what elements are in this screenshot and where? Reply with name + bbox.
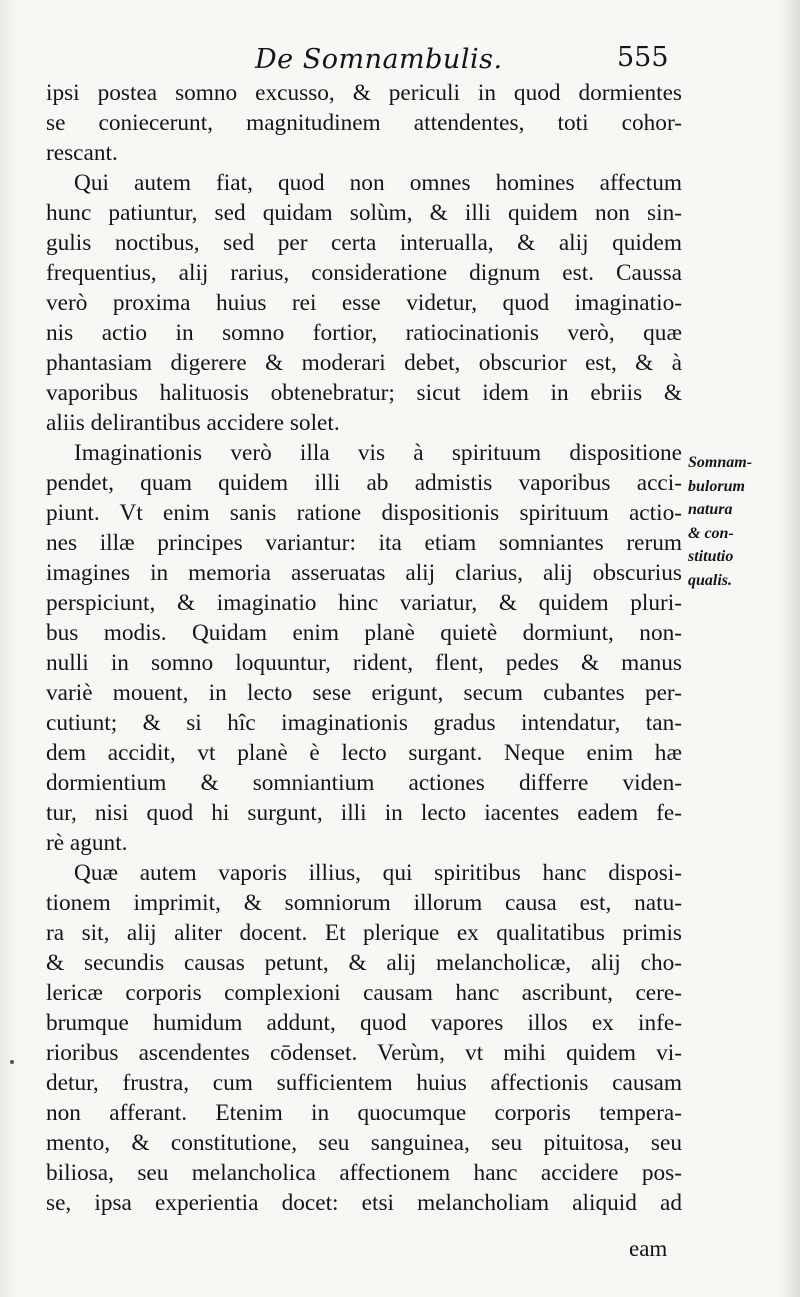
text-line: vaporibus halituosis obtenebratur; sicut idem in ebriis &: [46, 380, 682, 406]
text-line: dormientium & somniantium actiones differre viden-: [46, 770, 682, 796]
text-line: brumque humidum addunt, quod vapores illos ex infe-: [46, 1010, 682, 1036]
page-number: 555: [617, 42, 669, 73]
marginal-note-line: stitutio: [688, 548, 734, 565]
body-text: [46, 78, 682, 1218]
running-head-title: De Somnambulis.: [255, 44, 503, 75]
ink-speck: [10, 1060, 14, 1064]
text-line: imagines in memoria asseruatas alij clarius, alij obscurius: [46, 560, 682, 586]
text-line: pendet, quam quidem illi ab admistis vaporibus acci-: [46, 470, 682, 496]
marginal-note-line: & con-: [688, 524, 734, 542]
text-line: biliosa, seu melancholica affectionem hanc accidere pos-: [46, 1160, 682, 1186]
text-line: ipsi postea somno excusso, & periculi in quod dormientes: [46, 80, 682, 106]
paragraph-start-line: Qui autem fiat, quod non omnes homines affectum: [74, 170, 682, 196]
text-line: rè agunt.: [46, 830, 128, 856]
text-line: frequentius, alij rarius, consideratione dignum est. Caussa: [46, 260, 682, 286]
marginal-note-line: qualis.: [688, 571, 733, 589]
text-line: cutiunt; & si hîc imaginationis gradus intendatur, tan-: [46, 710, 682, 736]
text-line: mento, & constitutione, seu sanguinea, seu pituitosa, seu: [46, 1130, 682, 1156]
text-line: tur, nisi quod hi surgunt, illi in lecto iacentes eadem fe-: [46, 800, 682, 826]
text-line: gulis noctibus, sed per certa interualla, & alij quidem: [46, 230, 682, 256]
text-line: tionem imprimit, & somniorum illorum causa est, natu-: [46, 890, 682, 916]
running-head: [0, 40, 800, 80]
paragraph-start-line: Quæ autem vaporis illius, qui spiritibus hanc disposi-: [74, 860, 682, 886]
text-line: rioribus ascendentes cōdenset. Verùm, vt mihi quidem vi-: [46, 1040, 682, 1066]
text-line: rescant.: [46, 140, 118, 166]
text-line: dem accidit, vt planè è lecto surgant. Neque enim hæ: [46, 740, 682, 766]
text-line: aliis delirantibus accidere solet.: [46, 410, 340, 436]
text-line: hunc patiuntur, sed quidam solùm, & illi quidem non sin-: [46, 200, 682, 226]
text-line: & secundis causas petunt, & alij melancholicæ, alij cho-: [46, 950, 682, 976]
marginal-note-line: bulorum: [688, 477, 745, 495]
text-line: nes illæ principes variantur: ita etiam somniantes rerum: [46, 530, 682, 556]
marginal-note: [688, 451, 792, 592]
text-line: ra sit, alij aliter docent. Et plerique ex qualitatibus primis: [46, 920, 682, 946]
text-line: lericæ corporis complexioni causam hanc ascribunt, cere-: [46, 980, 682, 1006]
text-line: piunt. Vt enim sanis ratione dispositionis spirituum actio-: [46, 500, 682, 526]
text-line: verò proxima huius rei esse videtur, quod imaginatio-: [46, 290, 682, 316]
text-line: nulli in somno loquuntur, rident, flent, pedes & manus: [46, 650, 682, 676]
text-line: non afferant. Etenim in quocumque corporis tempera-: [46, 1100, 682, 1126]
marginal-note-line: Somnam-: [688, 454, 753, 471]
text-line: bus modis. Quidam enim planè quietè dormiunt, non-: [46, 620, 682, 646]
text-line: nis actio in somno fortior, ratiocinationis verò, quæ: [46, 320, 682, 346]
text-line: variè mouent, in lecto sese erigunt, secum cubantes per-: [46, 680, 682, 706]
text-line: detur, frustra, cum sufficientem huius affectionis causam: [46, 1070, 682, 1096]
paragraph-start-line: Imaginationis verò illa vis à spirituum dispositione: [74, 440, 682, 466]
text-line: perspiciunt, & imaginatio hinc variatur, & quidem pluri-: [46, 590, 682, 616]
text-line: se, ipsa experientia docet: etsi melancholiam aliquid ad: [46, 1190, 682, 1216]
marginal-note-line: natura: [688, 501, 733, 518]
catchword: eam: [629, 1236, 668, 1261]
text-line: phantasiam digerere & moderari debet, obscurior est, & à: [46, 350, 682, 376]
text-line: se coniecerunt, magnitudinem attendentes, toti cohor-: [46, 110, 682, 136]
